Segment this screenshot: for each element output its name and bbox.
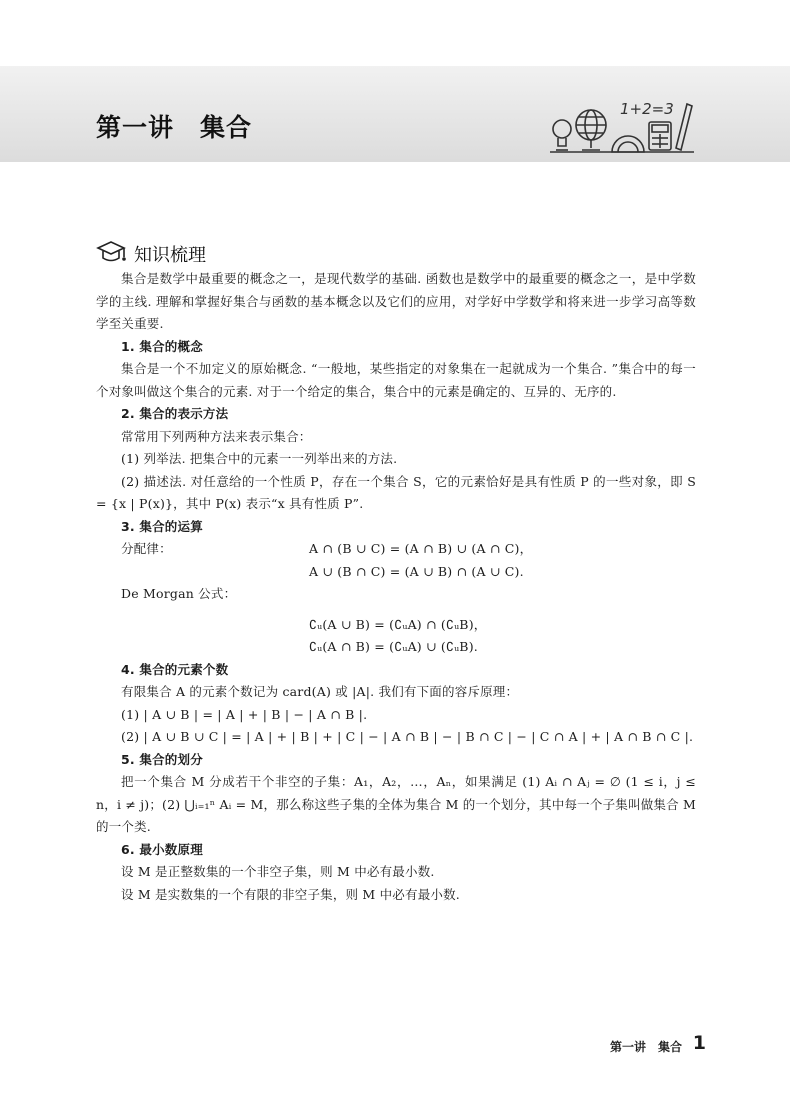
inclusion-exclusion-1: (1) | A ∪ B | = | A | + | B | − | A ∩ B |. xyxy=(121,706,368,722)
heading-partition: 5. 集合的划分 xyxy=(121,751,203,767)
heading-set-concept: 1. 集合的概念 xyxy=(121,338,203,354)
page-number: 1 xyxy=(692,1032,706,1054)
running-footer-title: 第一讲 集合 xyxy=(609,1040,682,1054)
distributive-law xyxy=(96,538,696,583)
intro-paragraph: 集合是数学中最重要的概念之一，是现代数学的基础. 函数也是数学中的最重要的概念之一，是中学数学的主线. 理解和掌握好集合与函数的基本概念以及它们的应用，对学好中学数学和将来进一步学习高等数学至关重要. xyxy=(96,271,696,331)
distributive-formula-1: A ∩ (B ∪ C) = (A ∩ B) ∪ (A ∩ C)， xyxy=(309,541,533,556)
minimum-line-2: 设 M 是实数集的一个有限的非空子集，则 M 中必有最小数. xyxy=(121,886,460,902)
representation-item-2: (2) 描述法. 对任意给的一个性质 P，存在一个集合 S，它的元素恰好是具有性质 P 的一些对象，即 S = {x | P(x)}，其中 P(x) 表示“x 具有性质 P”. xyxy=(96,473,696,511)
heading-minimum-principle: 6. 最小数原理 xyxy=(121,841,203,857)
demorgan-law xyxy=(96,614,696,659)
distributive-formula-2: A ∪ (B ∩ C) = (A ∪ B) ∩ (A ∪ C). xyxy=(309,563,524,579)
distributive-label: 分配律： xyxy=(121,541,172,556)
partition-paragraph: 把一个集合 M 分成若干个非空的子集：A₁，A₂，…，Aₙ，如果满足 (1) Aᵢ ∩ Aⱼ = ∅ (1 ≤ i，j ≤ n，i ≠ j)；(2) ⋃ᵢ₌₁ⁿ Aᵢ = M，那么称这些子集的全体为集合 M 的一个划分，其中每一个子集叫做集合 M 的一个类. xyxy=(96,774,696,834)
cardinality-paragraph: 有限集合 A 的元素个数记为 card(A) 或 |A|. 我们有下面的容斥原理： xyxy=(121,684,519,699)
section-title: 知识梳理 xyxy=(134,245,206,266)
demorgan-label: De Morgan 公式： xyxy=(121,586,237,601)
graduation-cap-icon xyxy=(96,240,126,268)
set-concept-paragraph: 集合是一个不加定义的原始概念. “一般地，某些指定的对象集在一起就成为一个集合. ”集合中的每一个对象叫做这个集合的元素. 对于一个给定的集合，集合中的元素是确定的、互异的、无序的. xyxy=(96,361,696,399)
inclusion-exclusion-2: (2) | A ∪ B ∪ C | = | A | + | B | + | C | − | A ∩ B | − | B ∩ C | − | C ∩ A | + | A ∩ B ∩ C |. xyxy=(121,729,694,744)
heading-cardinality: 4. 集合的元素个数 xyxy=(121,661,229,677)
decoration-text: 1+2=3 xyxy=(620,100,674,118)
demorgan-formula-2: ∁ᵤ(A ∩ B) = (∁ᵤA) ∪ (∁ᵤB). xyxy=(309,639,478,654)
minimum-line-1: 设 M 是正整数集的一个非空子集，则 M 中必有最小数. xyxy=(121,864,435,879)
chapter-title: 第一讲 集合 xyxy=(96,113,253,142)
representation-lead: 常常用下列两种方法来表示集合： xyxy=(121,428,312,444)
main-content xyxy=(96,268,696,906)
representation-item-1: (1) 列举法. 把集合中的元素一一列举出来的方法. xyxy=(121,451,398,466)
demorgan-formula-1: ∁ᵤ(A ∪ B) = (∁ᵤA) ∩ (∁ᵤB)， xyxy=(309,616,487,632)
heading-set-representation: 2. 集合的表示方法 xyxy=(121,406,229,421)
school-supplies-illustration xyxy=(548,96,696,158)
heading-set-operations: 3. 集合的运算 xyxy=(121,518,203,534)
demorgan-label-row xyxy=(96,583,696,606)
